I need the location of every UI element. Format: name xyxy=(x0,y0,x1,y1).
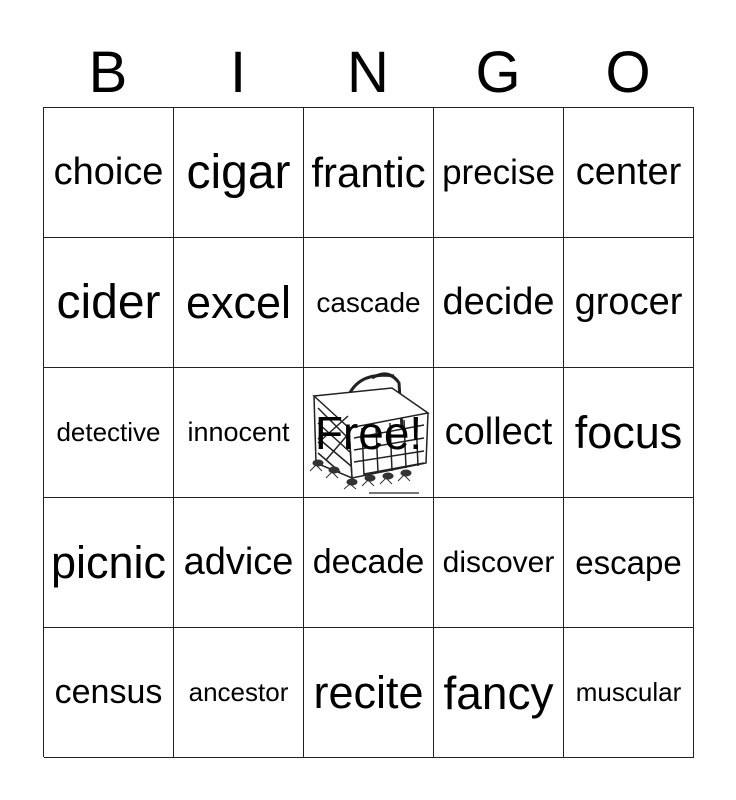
cell-word: census xyxy=(54,673,163,711)
free-space-cell[interactable] xyxy=(304,368,434,498)
bingo-cell[interactable] xyxy=(44,628,174,758)
cell-word: decade xyxy=(312,543,425,581)
bingo-cell[interactable] xyxy=(174,628,304,758)
cell-word: center xyxy=(575,151,682,193)
bingo-cell[interactable] xyxy=(174,238,304,368)
cell-word: muscular xyxy=(575,677,682,707)
cell-word: frantic xyxy=(311,148,426,196)
cell-word: escape xyxy=(575,543,682,581)
bingo-cell[interactable] xyxy=(174,108,304,238)
bingo-cell[interactable] xyxy=(174,498,304,628)
bingo-header xyxy=(43,38,693,108)
cell-word: picnic xyxy=(50,536,167,588)
bingo-cell[interactable] xyxy=(434,238,564,368)
cell-word: choice xyxy=(53,151,164,193)
bingo-cell[interactable] xyxy=(434,368,564,498)
cell-word: collect xyxy=(444,411,553,453)
bingo-cell[interactable] xyxy=(564,238,694,368)
bingo-cell[interactable] xyxy=(434,108,564,238)
bingo-cell[interactable] xyxy=(564,368,694,498)
free-space-label: Free! xyxy=(314,406,423,459)
header-letter-o: O xyxy=(605,40,651,105)
cell-word: grocer xyxy=(574,281,683,323)
bingo-cell[interactable] xyxy=(174,368,304,498)
cell-word: discover xyxy=(442,545,555,579)
header-letter-i: I xyxy=(229,40,247,105)
bingo-cell[interactable] xyxy=(304,498,434,628)
bingo-cell[interactable] xyxy=(44,368,174,498)
header-letter-n: N xyxy=(347,40,389,105)
cell-word: advice xyxy=(183,541,294,583)
bingo-cell[interactable] xyxy=(44,238,174,368)
header-letter-b: B xyxy=(88,40,128,105)
bingo-cell[interactable] xyxy=(434,498,564,628)
bingo-cell[interactable] xyxy=(44,498,174,628)
bingo-cell[interactable] xyxy=(564,628,694,758)
cell-word: detective xyxy=(56,417,161,447)
bingo-cell[interactable] xyxy=(564,108,694,238)
cell-word: cider xyxy=(56,276,161,329)
cell-word: ancestor xyxy=(188,677,289,707)
cell-word: precise xyxy=(442,152,555,192)
header-letter-g: G xyxy=(475,40,521,105)
cell-word: fancy xyxy=(443,666,554,719)
cell-word: cascade xyxy=(316,286,421,318)
bingo-card xyxy=(43,107,694,757)
cell-word: recite xyxy=(313,666,424,718)
bingo-cell[interactable] xyxy=(304,628,434,758)
bingo-cell[interactable] xyxy=(434,628,564,758)
bingo-cell[interactable] xyxy=(564,498,694,628)
cell-word: decide xyxy=(442,281,555,323)
bingo-cell[interactable] xyxy=(44,108,174,238)
cell-word: excel xyxy=(185,276,292,328)
cell-word: innocent xyxy=(187,417,290,447)
bingo-cell[interactable] xyxy=(304,238,434,368)
cell-word: cigar xyxy=(186,146,291,199)
bingo-cell[interactable] xyxy=(304,108,434,238)
cell-word: focus xyxy=(574,406,683,458)
